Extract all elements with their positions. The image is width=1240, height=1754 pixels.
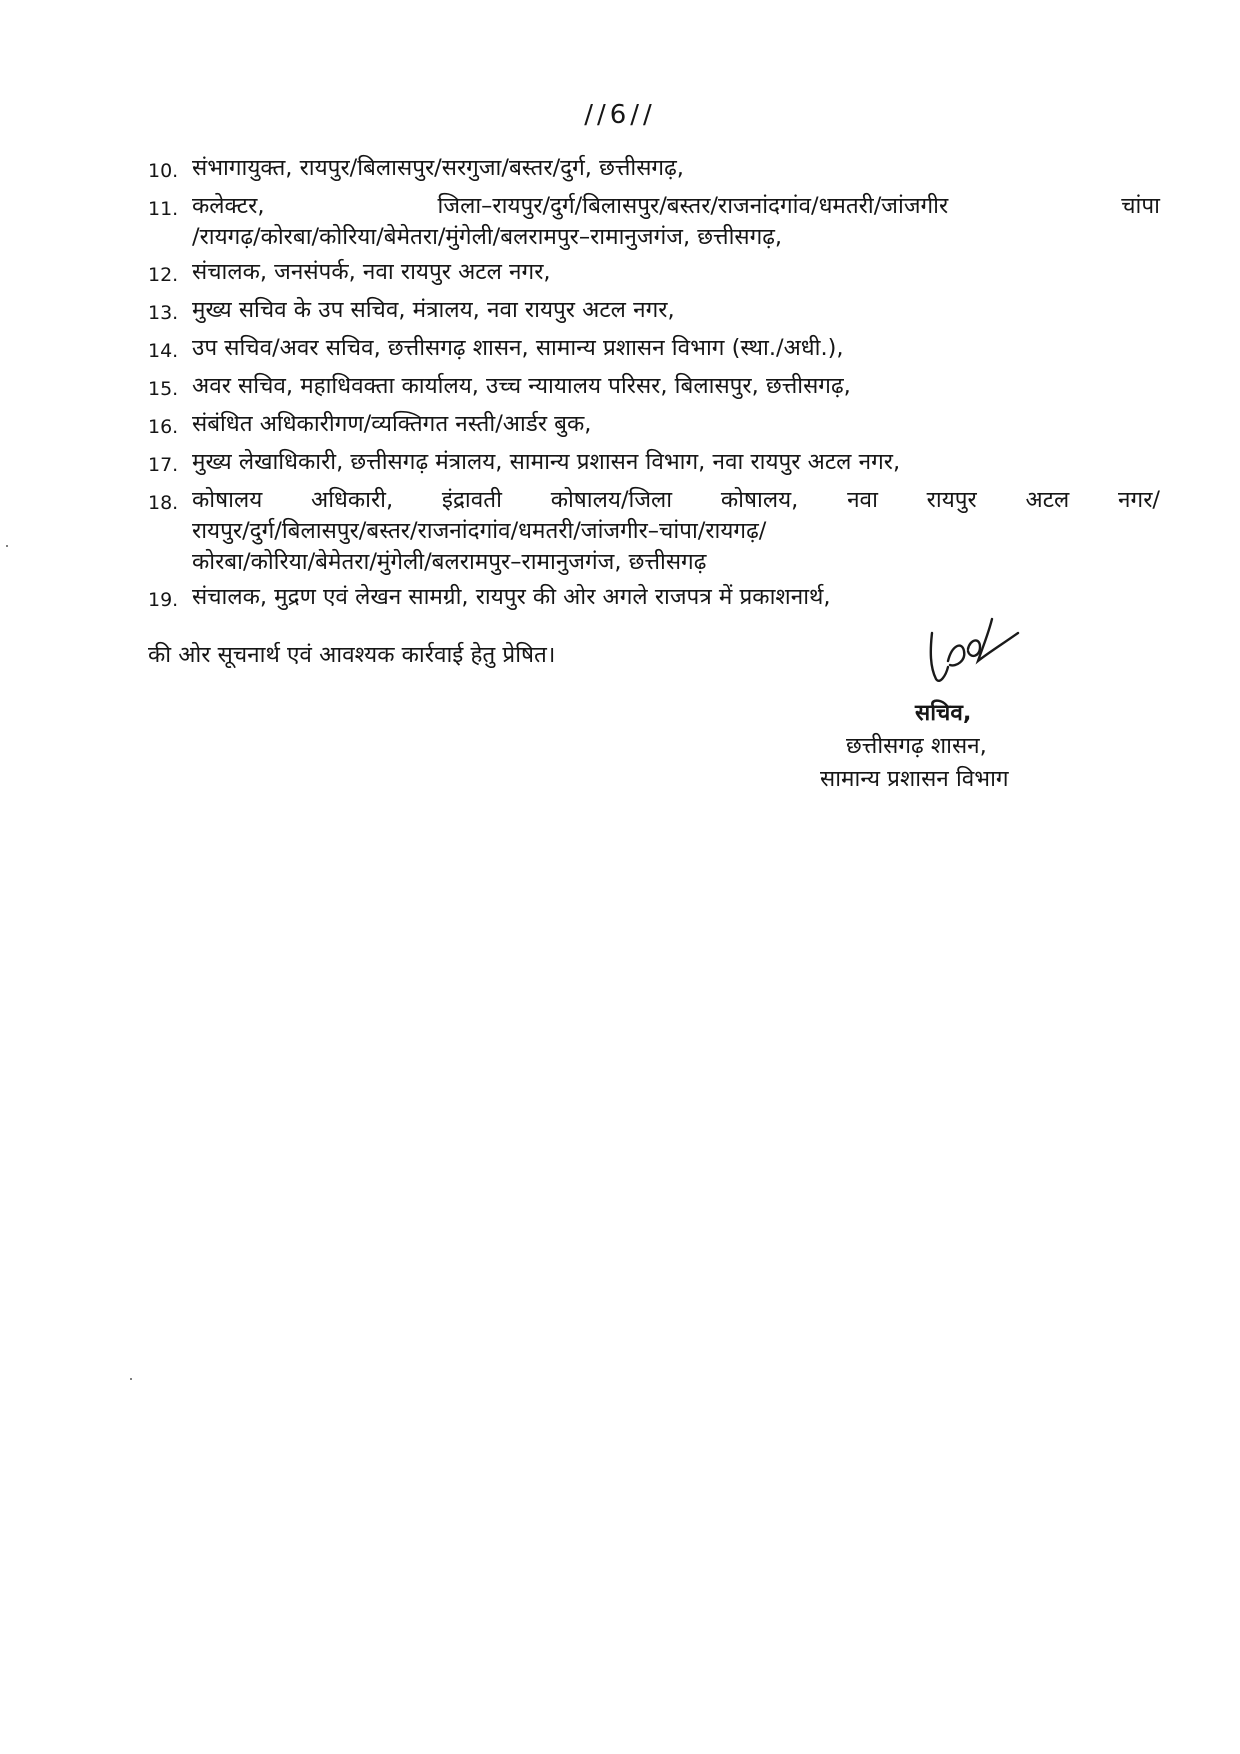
list-item-number: 11. — [148, 198, 179, 220]
list-item-number: 19. — [148, 589, 179, 611]
page-number: //6// — [584, 100, 656, 130]
list-item-text — [192, 582, 1160, 616]
list-item-text — [192, 153, 1160, 187]
list-item-text — [192, 257, 1160, 291]
list-item-line: रायपुर/दुर्ग/बिलासपुर/बस्तर/राजनांदगांव/धमतरी/जांजगीर–चांपा/रायगढ़/ — [192, 518, 767, 544]
list-item-text — [192, 485, 1160, 578]
list-item-line: मुख्य लेखाधिकारी, छत्तीसगढ़ मंत्रालय, सामान्य प्रशासन विभाग, नवा रायपुर अटल नगर, — [192, 449, 901, 475]
scan-speck — [130, 1378, 132, 1380]
list-item-number: 12. — [148, 264, 179, 286]
list-item-number: 10. — [148, 160, 179, 182]
list-item-line: कलेक्टर, जिला–रायपुर/दुर्ग/बिलासपुर/बस्तर/राजनांदगांव/धमतरी/जांजगीर चांपा — [192, 193, 1160, 219]
list-item-number: 14. — [148, 340, 179, 362]
signatory-government: छत्तीसगढ़ शासन, — [846, 733, 987, 759]
list-item-text — [192, 191, 1160, 253]
list-item — [148, 191, 1160, 253]
list-item — [148, 485, 1160, 578]
list-item-line: मुख्य सचिव के उप सचिव, मंत्रालय, नवा रायपुर अटल नगर, — [192, 297, 675, 323]
list-item-number: 16. — [148, 416, 179, 438]
list-item-line: संचालक, जनसंपर्क, नवा रायपुर अटल नगर, — [192, 259, 551, 285]
list-item-number: 13. — [148, 302, 179, 324]
list-item-line: कोषालय अधिकारी, इंद्रावती कोषालय/जिला कोषालय, नवा रायपुर अटल नगर/ — [192, 487, 1160, 513]
list-item — [148, 371, 1160, 405]
signatory-department: सामान्य प्रशासन विभाग — [820, 766, 1009, 792]
list-item-number: 15. — [148, 378, 179, 400]
list-item — [148, 295, 1160, 329]
list-item-text — [192, 409, 1160, 443]
closing-note: की ओर सूचनार्थ एवं आवश्यक कार्रवाई हेतु प्रेषित। — [148, 642, 556, 668]
list-item — [148, 447, 1160, 481]
list-item — [148, 409, 1160, 443]
list-item-text — [192, 371, 1160, 405]
list-item-line: संभागायुक्त, रायपुर/बिलासपुर/सरगुजा/बस्तर/दुर्ग, छत्तीसगढ़, — [192, 155, 684, 181]
list-item-line: संबंधित अधिकारीगण/व्यक्तिगत नस्ती/आर्डर बुक, — [192, 411, 592, 437]
list-item-text — [192, 447, 1160, 481]
list-item-text — [192, 295, 1160, 329]
list-item-line: /रायगढ़/कोरबा/कोरिया/बेमेतरा/मुंगेली/बलरामपुर–रामानुजगंज, छत्तीसगढ़, — [192, 224, 783, 250]
list-item-line: संचालक, मुद्रण एवं लेखन सामग्री, रायपुर की ओर अगले राजपत्र में प्रकाशनार्थ, — [192, 584, 831, 610]
list-item-number: 17. — [148, 454, 179, 476]
signatory-block — [820, 697, 1120, 796]
list-item-number: 18. — [148, 492, 179, 514]
list-item-line: उप सचिव/अवर सचिव, छत्तीसगढ़ शासन, सामान्य प्रशासन विभाग (स्था./अधी.), — [192, 335, 844, 361]
list-item — [148, 333, 1160, 367]
signatory-designation: सचिव, — [915, 700, 972, 726]
list-item — [148, 153, 1160, 187]
scan-speck — [6, 545, 8, 547]
handwritten-signature — [918, 615, 1028, 705]
list-item — [148, 257, 1160, 291]
list-item-text — [192, 333, 1160, 367]
list-item-line: अवर सचिव, महाधिवक्ता कार्यालय, उच्च न्यायालय परिसर, बिलासपुर, छत्तीसगढ़, — [192, 373, 851, 399]
list-item — [148, 582, 1160, 616]
distribution-list — [148, 153, 1160, 620]
list-item-line: कोरबा/कोरिया/बेमेतरा/मुंगेली/बलरामपुर–रामानुजगंज, छत्तीसगढ़ — [192, 549, 707, 575]
